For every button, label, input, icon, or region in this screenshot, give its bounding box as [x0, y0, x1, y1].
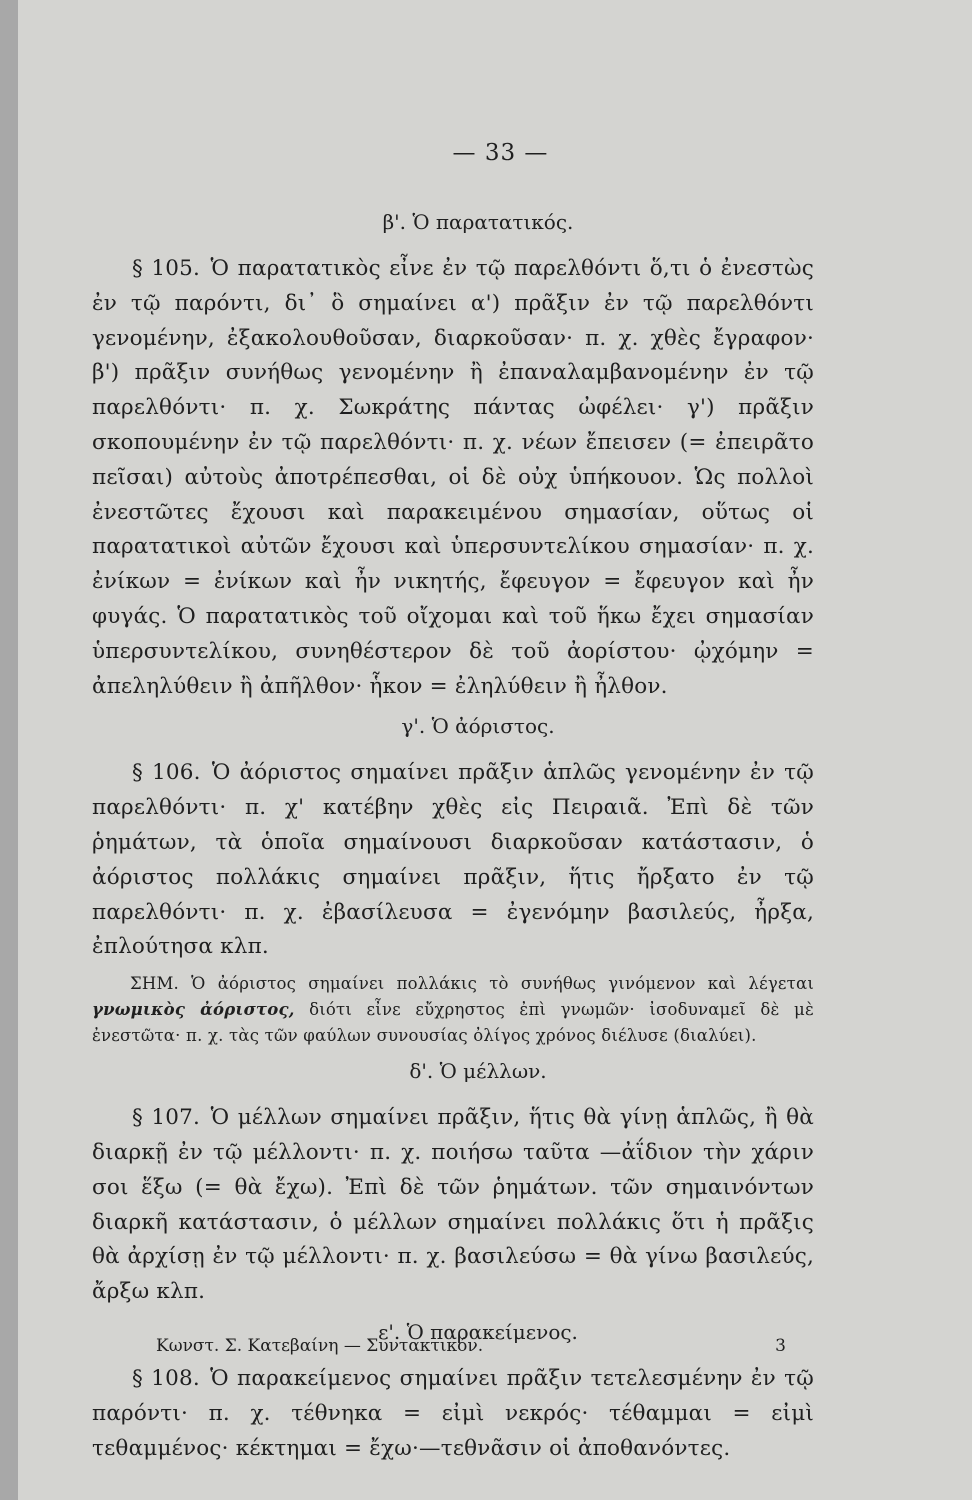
paragraph-text: Ὁ ἀόριστος σημαίνει πρᾶξιν ἁπλῶς γενομένην ἐν τῷ παρελθόντι· π. χ' κατέβην χθὲς εἰς Πειραιᾶ. Ἐπὶ δὲ τῶν ῥημάτων, τὰ ὁποῖα σημαίνουσι διαρκοῦσαν κατάστασιν, ὁ ἀόριστος πολλάκις σημαίνει πρᾶξιν, ἥτις ἤρξατο ἐν τῷ παρελθόντι· π. χ. ἐβασίλευσα = ἐγενόμην βασιλεύς, ἦρξα, ἐπλούτησα κλπ. — [92, 760, 814, 960]
note-text-after: διότι εἶνε εὔχρηστος ἐπὶ γνωμῶν· ἰσοδυναμεῖ δὲ μὲ ἐνεστῶτα· π. χ. τὰς τῶν φαύλων συνουσίας ὀλίγος χρόνος διέλυσε (διαλύει). — [92, 1000, 814, 1046]
paragraph-107 — [92, 1101, 814, 1310]
paragraph-105 — [92, 252, 814, 704]
section-title-future: δ'. Ὁ μέλλων. — [409, 1059, 547, 1084]
note-label: ΣΗΜ. — [130, 974, 179, 994]
scan-edge — [0, 0, 18, 1500]
note-text-before: Ὁ ἀόριστος σημαίνει πολλάκις τὸ συνήθως γινόμενον καὶ λέγεται — [191, 974, 814, 994]
section-title-aorist: γ'. Ὁ ἀόριστος. — [401, 714, 555, 739]
section-title-imperfect: β'. Ὁ παρατατικός. — [382, 210, 574, 234]
section-mark: § 107. — [132, 1105, 201, 1131]
paragraph-108 — [92, 1362, 814, 1466]
note-emphasis: γνωμικὸς ἀόριστος, — [92, 1000, 295, 1020]
paragraph-106 — [92, 756, 814, 965]
page-footer — [156, 1336, 786, 1356]
page-number: — 33 — — [452, 140, 549, 166]
section-title-perfect: ε'. Ὁ παρακείμενος. — [378, 1319, 578, 1344]
footer-signature: Κωνστ. Σ. Κατεβαίνη — Συντακτικόν. — [156, 1336, 484, 1356]
note-aorist — [92, 971, 814, 1049]
section-mark: § 108. — [132, 1365, 200, 1391]
paragraph-text: Ὁ παρακείμενος σημαίνει πρᾶξιν τετελεσμένην ἐν τῷ παρόντι· π. χ. τέθνηκα = εἰμὶ νεκρός· τέθαμμαι = εἰμὶ τεθαμμένος· κέκτημαι = ἔχω·—τεθνᾶσιν οἱ ἀποθανόντες. — [92, 1365, 814, 1461]
page-content — [92, 140, 814, 1472]
paragraph-text: Ὁ παρατατικὸς εἶνε ἐν τῷ παρελθόντι ὅ,τι ὁ ἐνεστὼς ἐν τῷ παρόντι, δι᾽ ὃ σημαίνει α') πρᾶξιν ἐν τῷ παρελθόντι γενομένην, ἐξακολουθοῦσαν, διαρκοῦσαν· π. χ. χθὲς ἔγραφον· β') πρᾶξιν συνήθως γενομένην ἢ ἐπαναλαμβανομένην ἐν τῷ παρελθόντι· π. χ. Σωκράτης πάντας ὠφέλει· γ') πρᾶξιν σκοπουμένην ἐν τῷ παρελθόντι· π. χ. νέων ἔπεισεν (= ἐπειρᾶτο πεῖσαι) αὐτοὺς ἀποτρέπεσθαι, οἱ δὲ οὐχ ὑπήκουον. Ὡς πολλοὶ ἐνεστῶτες ἔχουσι καὶ παρακειμένου σημασίαν, οὕτως οἱ παρατατικοὶ αὐτῶν ἔχουσι καὶ ὑπερσυντελίκου σημασίαν· π. χ. ἐνίκων = ἐνίκων καὶ ἦν νικητής, ἔφευγον = ἔφευγον καὶ ἦν φυγάς. Ὁ παρατατικὸς τοῦ οἴχομαι καὶ τοῦ ἥκω ἔχει σημασίαν ὑπερσυντελίκου, συνηθέστερον δὲ τοῦ ἀορίστου· ᾠχόμην = ἀπεληλύθειν ἢ ἀπῆλθον· ἧκον = ἐληλύθειν ἢ ἦλθον. — [92, 256, 815, 699]
sheet-number: 3 — [775, 1336, 786, 1356]
section-mark: § 105. — [132, 256, 201, 281]
paragraph-text: Ὁ μέλλων σημαίνει πρᾶξιν, ἥτις θὰ γίνῃ ἁπλῶς, ἢ θὰ διαρκῇ ἐν τῷ μέλλοντι· π. χ. ποιήσω ταῦτα —ἀΐδιον τὴν χάριν σοι ἕξω (= θὰ ἔχω). Ἐπὶ δὲ τῶν ῥημάτων. τῶν σημαινόντων διαρκῆ κατάστασιν, ὁ μέλλων σημαίνει πολλάκις ὅτι ἡ πρᾶξις θὰ ἀρχίσῃ ἐν τῷ μέλλοντι· π. χ. βασιλεύσω = θὰ γίνω βασιλεύς, ἄρξω κλπ. — [92, 1105, 815, 1305]
section-mark: § 106. — [132, 760, 201, 786]
